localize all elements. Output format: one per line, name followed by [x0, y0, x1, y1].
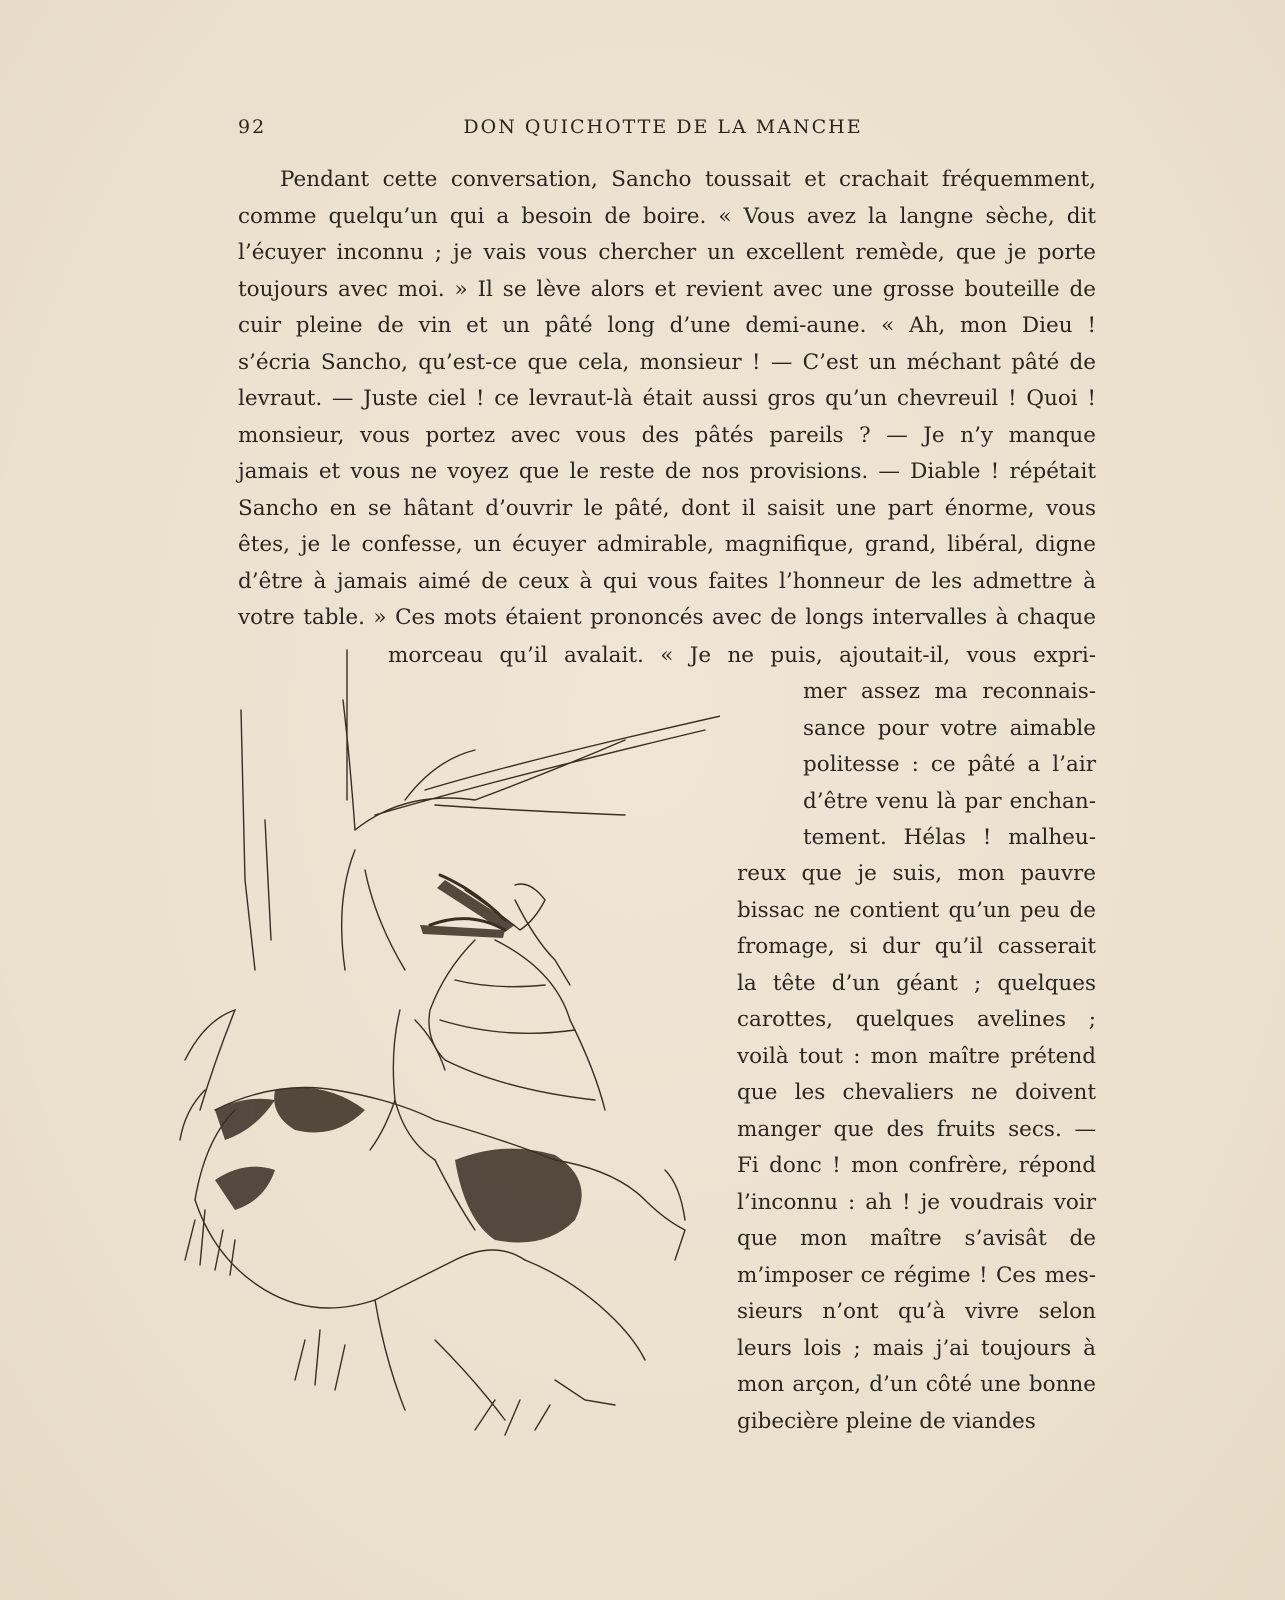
- text-line: l’écuyer inconnu ; je vais vous chercher un excellent remède, que je porte: [238, 240, 1096, 265]
- text-line: monsieur, vous portez avec vous des pâtés pareils ? — Je n’y manque: [238, 422, 1096, 448]
- running-title: DON QUICHOTTE DE LA MANCHE: [463, 116, 863, 138]
- text-line: d’être à jamais aimé de ceux à qui vous faites l’honneur de les admettre à: [238, 568, 1096, 594]
- illustration-rider-on-horse: [175, 640, 720, 1480]
- text-line: fromage, si dur qu’il casserait: [737, 934, 1096, 959]
- text-line: que les chevaliers ne doivent: [737, 1080, 1096, 1105]
- text-line: bissac ne contient qu’un peu de: [737, 897, 1096, 923]
- text-line: carottes, quelques avelines ;: [737, 1007, 1096, 1032]
- text-line: cuir pleine de vin et un pâté long d’une demi-aune. « Ah, mon Dieu !: [238, 313, 1096, 338]
- text-line-beside-illustration-top: morceau qu’il avalait. « Je ne puis, ajoutait-il, vous expri-: [388, 643, 1096, 668]
- text-line: Fi donc ! mon confrère, répond: [737, 1153, 1096, 1178]
- text-line: l’inconnu : ah ! je voudrais voir: [737, 1189, 1096, 1215]
- text-line: mon arçon, d’un côté une bonne: [737, 1372, 1096, 1397]
- text-line: reux que je suis, mon pauvre: [737, 861, 1096, 886]
- text-line: la tête d’un géant ; quelques: [737, 970, 1096, 996]
- text-line: toujours avec moi. » Il se lève alors et revient avec une grosse bouteille de: [238, 276, 1096, 302]
- text-line: comme quelqu’un qui a besoin de boire. « Vous avez la langne sèche, dit: [238, 203, 1096, 229]
- text-line: Pendant cette conversation, Sancho toussait et crachait fréquemment,: [280, 167, 1096, 192]
- text-line: mer assez ma reconnais-: [803, 679, 1096, 704]
- text-line: que mon maître s’avisât de: [737, 1226, 1096, 1251]
- text-line: Sancho en se hâtant d’ouvrir le pâté, dont il saisit une part énorme, vous: [238, 495, 1096, 521]
- text-line: voilà tout : mon maître prétend: [737, 1043, 1096, 1069]
- text-line: leurs lois ; mais j’ai toujours à: [737, 1335, 1096, 1361]
- text-line: jamais et vous ne voyez que le reste de nos provisions. — Diable ! répétait: [238, 459, 1096, 484]
- text-line: m’imposer ce régime ! Ces mes-: [737, 1262, 1096, 1288]
- page-header: [238, 116, 1088, 146]
- text-line: gibecière pleine de viandes: [737, 1408, 1036, 1434]
- text-line: sance pour votre aimable: [803, 715, 1096, 741]
- text-line: êtes, je le confesse, un écuyer admirable, magnifique, grand, libéral, digne: [238, 532, 1096, 557]
- text-line: sieurs n’ont qu’à vivre selon: [737, 1299, 1096, 1324]
- text-line: tement. Hélas ! malheu-: [803, 825, 1096, 850]
- text-line: politesse : ce pâté a l’air: [803, 752, 1096, 777]
- text-line: s’écria Sancho, qu’est-ce que cela, monsieur ! — C’est un méchant pâté de: [238, 349, 1096, 375]
- page-number: 92: [238, 116, 267, 138]
- text-line: d’être venu là par enchan-: [803, 788, 1096, 814]
- body-text-narrow-column: [803, 674, 1096, 857]
- text-line: votre table. » Ces mots étaient prononcés avec de longs intervalles à chaque: [238, 605, 1096, 630]
- text-line: manger que des fruits secs. —: [737, 1116, 1096, 1142]
- text-line: levraut. — Juste ciel ! ce levraut-là était aussi gros qu’un chevreuil ! Quoi !: [238, 386, 1096, 411]
- body-text-full-width: [238, 162, 1096, 637]
- body-text-wide-column: [737, 856, 1096, 1440]
